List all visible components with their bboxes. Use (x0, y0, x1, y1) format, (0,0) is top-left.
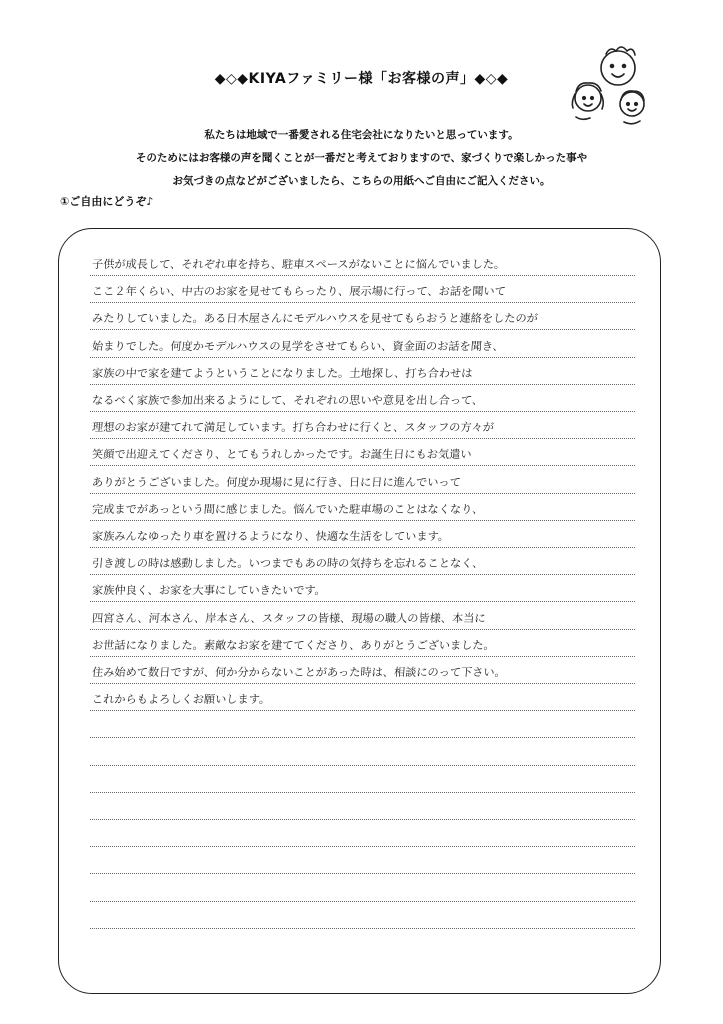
handwritten-line: 家族仲良く、お家を大事にしていきたいです。 (91, 584, 327, 597)
handwritten-line: これからもよろしくお願いします。 (91, 693, 271, 706)
handwritten-line: お世話になりました。素敵なお家を建ててくださり、ありがとうございました。 (91, 639, 496, 652)
ruled-line (90, 901, 635, 902)
handwritten-line: ここ２年くらい、中古のお家を見せてもらったり、展示場に行って、お話を聞いて (91, 285, 507, 298)
handwritten-line: 住み始めて数日ですが、何か分からないことがあった時は、相談にのって下さい。 (91, 666, 507, 679)
free-comment-prompt: ①ご自由にどうぞ♪ (60, 195, 154, 208)
ruled-line (90, 737, 635, 738)
handwritten-line: 家族の中で家を建てようということになりました。土地探し、打ち合わせは (91, 367, 473, 380)
handwritten-line: 笑顔で出迎えてくださり、とてもうれしかったです。お誕生日にもお気遣い (91, 448, 472, 461)
handwritten-line: 子供が成長して、それぞれ車を持ち、駐車スペースがないことに悩んでいました。 (91, 258, 506, 271)
intro-line: そのためにはお客様の声を聞くことが一番だと考えておりますので、家づくりで楽しかった事や (135, 152, 588, 164)
handwritten-line: 引き渡しの時は感動しました。いつまでもあの時の気持ちを忘れることなく、 (91, 557, 484, 570)
handwritten-line: ありがとうございました。何度か現場に見に行き、日に日に進んでいって (91, 476, 462, 489)
intro-line: 私たちは地域で一番愛される住宅会社になりたいと思っています。 (204, 129, 519, 141)
handwritten-line: 始まりでした。何度かモデルハウスの見学をさせてもらい、資金面のお話を聞き、 (91, 340, 505, 353)
children-illustration (566, 42, 656, 130)
ruled-line (90, 928, 635, 929)
handwritten-line: 家族みんなゆったり車を置けるようになり、快適な生活をしています。 (91, 530, 450, 543)
handwritten-line: 完成までがあっという間に感じました。悩んでいた駐車場のことはなくなり、 (91, 503, 484, 516)
page-title: ◆◇◆KIYAファミリー様「お客様の声」◆◇◆ (214, 71, 509, 87)
intro-line: お気づきの点などがございましたら、こちらの用紙へご自由にご記入ください。 (172, 175, 551, 187)
handwritten-line: みたりしていました。ある日木屋さんにモデルハウスを見せてもらおうと連絡をしたのが (91, 312, 539, 325)
handwritten-line: なるべく家族で参加出来るようにして、それぞれの思いや意見を出し合って、 (91, 394, 484, 407)
handwritten-line: 理想のお家が建てれて満足しています。打ち合わせに行くと、スタッフの方々が (91, 421, 495, 434)
ruled-line (90, 873, 635, 874)
ruled-line (90, 846, 635, 847)
intro-text (0, 124, 723, 193)
ruled-line (90, 792, 635, 793)
ruled-line (90, 765, 635, 766)
ruled-line (90, 819, 635, 820)
handwritten-line: 四宮さん、河本さん、岸本さん、スタッフの皆様、現場の職人の皆様、本当に (91, 612, 487, 625)
